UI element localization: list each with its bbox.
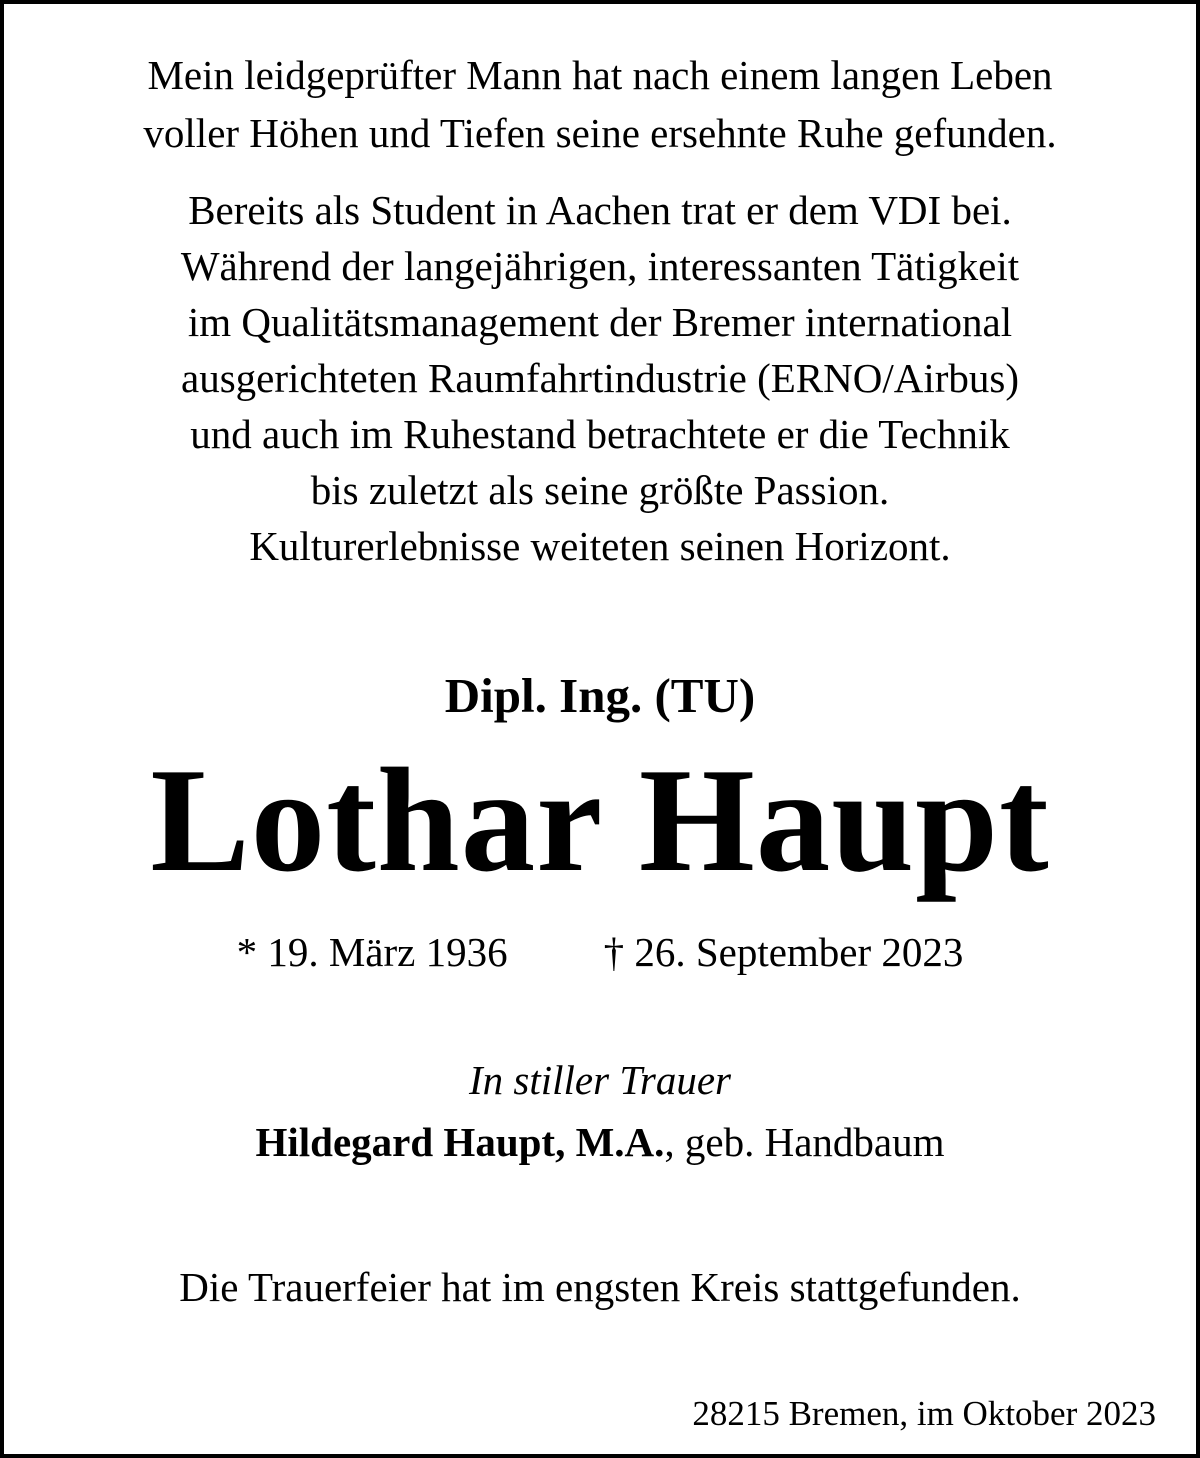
biography-paragraph (4, 182, 1196, 574)
life-dates (4, 924, 1196, 980)
intro-paragraph (4, 46, 1196, 162)
mourning-phrase: In stiller Trauer (469, 1057, 731, 1103)
death-date: † 26. September 2023 (603, 929, 964, 975)
bio-line: ausgerichteten Raumfahrtindustrie (ERNO/Airbus) (181, 355, 1019, 401)
mourner-maiden-name: , geb. Handbaum (664, 1119, 945, 1165)
bio-line: im Qualitätsmanagement der Bremer international (187, 299, 1013, 345)
ceremony-note: Die Trauerfeier hat im engsten Kreis stattgefunden. (179, 1264, 1021, 1310)
bio-line: Bereits als Student in Aachen trat er dem VDI bei. (188, 187, 1012, 233)
deceased-name: Lothar Haupt (150, 738, 1050, 903)
birth-date: * 19. März 1936 (236, 929, 508, 975)
bio-line: bis zuletzt als seine größte Passion. (310, 467, 890, 513)
bio-line: und auch im Ruhestand betrachtete er die Technik (190, 411, 1010, 457)
mourner-line (4, 1112, 1196, 1172)
mourner-name: Hildegard Haupt, M.A. (255, 1119, 665, 1165)
intro-line: voller Höhen und Tiefen seine ersehnte Ruhe gefunden. (143, 110, 1057, 156)
bio-line: Während der langejährigen, interessanten Tätigkeit (180, 243, 1020, 289)
academic-title: Dipl. Ing. (TU) (444, 668, 756, 723)
intro-line: Mein leidgeprüfter Mann hat nach einem langen Leben (147, 52, 1053, 98)
place-and-date: 28215 Bremen, im Oktober 2023 (692, 1394, 1156, 1433)
bio-line: Kulturerlebnisse weiteten seinen Horizont. (249, 523, 951, 569)
